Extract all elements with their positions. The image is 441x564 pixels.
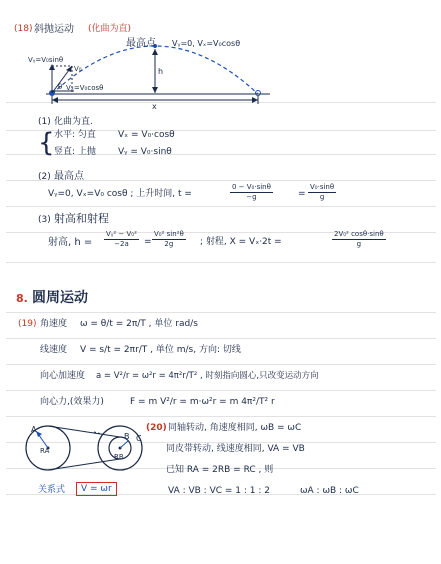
item20-number: (20) <box>146 423 167 433</box>
wheel-c-label: C <box>136 434 142 443</box>
wheel-a-radius-label: RA <box>40 447 50 455</box>
highest-point-label: 最高点 <box>126 38 156 49</box>
section2-number: 8. <box>16 292 28 305</box>
equals-sign: = <box>144 237 152 247</box>
angular-velocity-label: 角速度 <box>40 319 68 329</box>
horizontal-equation: Vₓ = V₀·cosθ <box>118 130 175 140</box>
item19-number: (19) <box>18 319 37 329</box>
section-note: (化曲为直) <box>88 24 132 34</box>
x-label: x <box>152 102 157 111</box>
vy-label: Vᵧ=V₀sinθ <box>28 56 64 64</box>
range-label: ; 射程, X = Vₓ·2t = <box>200 237 282 247</box>
vx-label: Vₓ=V₀cosθ <box>66 84 104 92</box>
time-fraction: $\frac{\text{0 − V₀·sinθ}}{-g}$ <box>232 183 271 201</box>
height-result-fraction: $\frac{\text{V₀² sin²θ}}{2g}$ <box>154 230 184 248</box>
centripetal-force-label: 向心力,(效果力) <box>40 397 104 407</box>
wheel-a-label: A <box>31 425 37 434</box>
angular-velocity-equation: ω = θ/t = 2π/T , 单位 rad/s <box>80 319 198 329</box>
highest-point-condition: Vᵧ=0, Vₓ=V₀cosθ <box>172 39 241 48</box>
theta-label: θ <box>58 83 63 91</box>
wheel-b-radius-label: RB <box>114 453 124 461</box>
linear-velocity-label: 线速度 <box>40 345 68 355</box>
given-condition: 已知 RA = 2RB = RC , 则 <box>166 465 274 475</box>
part2-title: 最高点 <box>54 171 84 182</box>
angular-velocity-ratio: ωA : ωB : ωC <box>300 486 359 496</box>
range-fraction: $\frac{\text{2V₀² cosθ·sinθ}}{g}$ <box>334 230 384 248</box>
same-belt-rule: 同皮带转动, 线速度相同, VA = VB <box>166 444 305 454</box>
horizontal-label: 水平: 匀直 <box>54 130 96 140</box>
time-result-fraction: $\frac{\text{V₀·sinθ}}{g}$ <box>310 183 335 201</box>
section-number: (18) <box>14 24 33 34</box>
wheel-b-label: B <box>124 432 130 441</box>
vertical-equation: Vᵧ = V₀·sinθ <box>118 147 172 157</box>
velocity-ratio: VA : VB : VC = 1 : 1 : 2 <box>168 486 270 496</box>
height-label: 射高, h = <box>48 237 93 248</box>
relation-formula-box: V = ωr <box>76 482 117 496</box>
part2-number: (2) <box>38 172 51 182</box>
relation-label: 关系式 <box>38 485 66 495</box>
h-label: h <box>158 67 164 76</box>
centripetal-force-equation: F = m V²/r = m·ω²r = m 4π²/T² r <box>130 397 275 407</box>
v0-label: V₀ <box>74 65 82 73</box>
equals-sign: = <box>298 189 306 199</box>
brace: { <box>38 128 55 158</box>
linear-velocity-equation: V = s/t = 2πr/T , 单位 m/s, 方向: 切线 <box>80 345 241 355</box>
part1-title: 化曲为直. <box>54 117 93 127</box>
height-fraction: $\frac{\text{Vᵧ² − V₀²}}{-2a}$ <box>106 230 137 248</box>
section-title: 斜抛运动 <box>34 24 74 35</box>
centripetal-acceleration-label: 向心加速度 <box>40 371 86 381</box>
part3-title: 射高和射程 <box>54 212 109 225</box>
vertical-label: 竖直: 上抛 <box>54 147 96 157</box>
part3-number: (3) <box>38 215 51 225</box>
part2-line: Vᵧ=0, Vₓ=V₀ cosθ ; 上升时间, t = <box>48 189 192 199</box>
section2-title: 圆周运动 <box>32 290 88 306</box>
centripetal-acceleration-equation: a = V²/r = ω²r = 4π²r/T² , 时刻指向圆心,只改变运动方向 <box>96 371 319 381</box>
same-axis-rule: 同轴转动, 角速度相同, ωB = ωC <box>168 423 302 433</box>
part1-number: (1) <box>38 117 51 127</box>
